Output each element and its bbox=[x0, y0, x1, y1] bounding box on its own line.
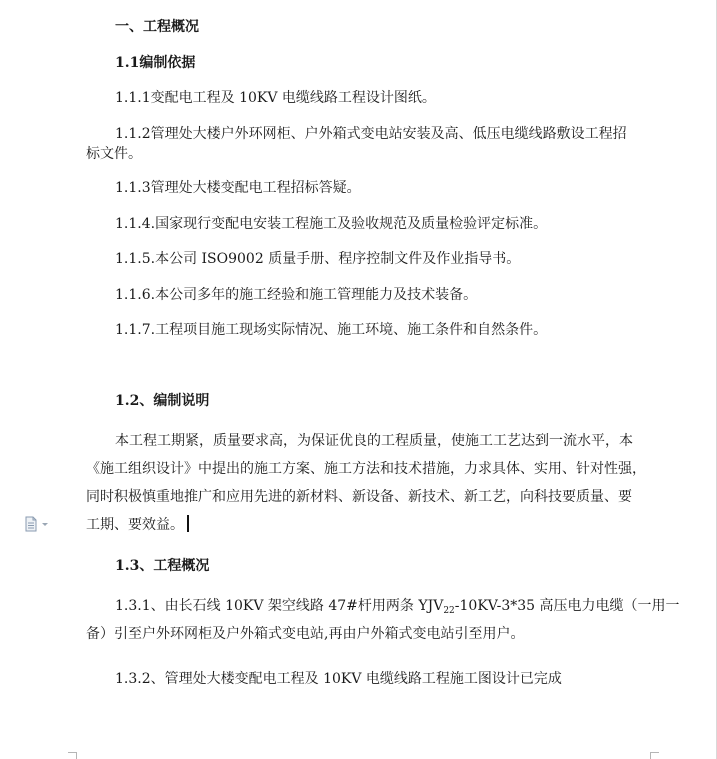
item-1-1-3: 1.1.3管理处大楼变配电工程招标答疑。 bbox=[115, 180, 361, 196]
item-1-3-1-pre: 1.3.1、由长石线 10KV 架空线路 47#杆用两条 YJV bbox=[115, 598, 444, 614]
item-1-1-2-cont: 标文件。 bbox=[86, 146, 142, 162]
para-1-2-line4 bbox=[86, 515, 652, 535]
heading-compilation-basis: 1.1编制依据 bbox=[115, 55, 196, 71]
item-1-1-1: 1.1.1变配电工程及 10KV 电缆线路工程设计图纸。 bbox=[115, 90, 436, 106]
item-1-1-6: 1.1.6.本公司多年的施工经验和施工管理能力及技术装备。 bbox=[115, 287, 478, 303]
item-1-3-1-subscript: 22 bbox=[443, 606, 455, 616]
item-1-3-1-post: -10KV-3*35 高压电力电缆（一用一 bbox=[454, 598, 680, 614]
item-1-3-1-cont: 备）引至户外环网柜及户外箱式变电站,再由户外箱式变电站引至用户。 bbox=[86, 626, 525, 642]
para-1-2-line3: 同时积极慎重地推广和应用先进的新材料、新设备、新技术、新工艺，向科技要质量、要 bbox=[86, 489, 632, 505]
page-corner-mark-left bbox=[68, 752, 77, 759]
text-cursor bbox=[187, 515, 189, 532]
item-1-1-4: 1.1.4.国家现行变配电安装工程施工及验收规范及质量检验评定标准。 bbox=[115, 216, 548, 232]
para-1-2-line4-text: 工期、要效益。 bbox=[86, 517, 184, 533]
heading-project-overview: 一、工程概况 bbox=[115, 19, 199, 35]
item-1-1-2: 1.1.2管理处大楼户外环网柜、户外箱式变电站安装及高、低压电缆线路敷设工程招 bbox=[115, 126, 627, 142]
item-1-3-2: 1.3.2、管理处大楼变配电工程及 10KV 电缆线路工程施工图设计已完成 bbox=[115, 671, 562, 687]
para-1-2-line1: 本工程工期紧，质量要求高，为保证优良的工程质量，使施工工艺达到一流水平，本 bbox=[115, 433, 633, 449]
item-1-1-7: 1.1.7.工程项目施工现场实际情况、施工环境、施工条件和自然条件。 bbox=[115, 322, 548, 338]
page-corner-mark-right bbox=[650, 752, 659, 759]
para-1-2-line2: 《施工组织设计》中提出的施工方案、施工方法和技术措施，力求具体、实用、针对性强， bbox=[86, 461, 646, 477]
item-1-1-5: 1.1.5.本公司 ISO9002 质量手册、程序控制文件及作业指导书。 bbox=[115, 251, 521, 267]
heading-project-overview-2: 1.3、工程概况 bbox=[115, 558, 210, 574]
document-paragraph-icon[interactable] bbox=[24, 516, 54, 532]
heading-compilation-notes: 1.2、编制说明 bbox=[115, 393, 210, 409]
item-1-3-1 bbox=[115, 596, 681, 621]
